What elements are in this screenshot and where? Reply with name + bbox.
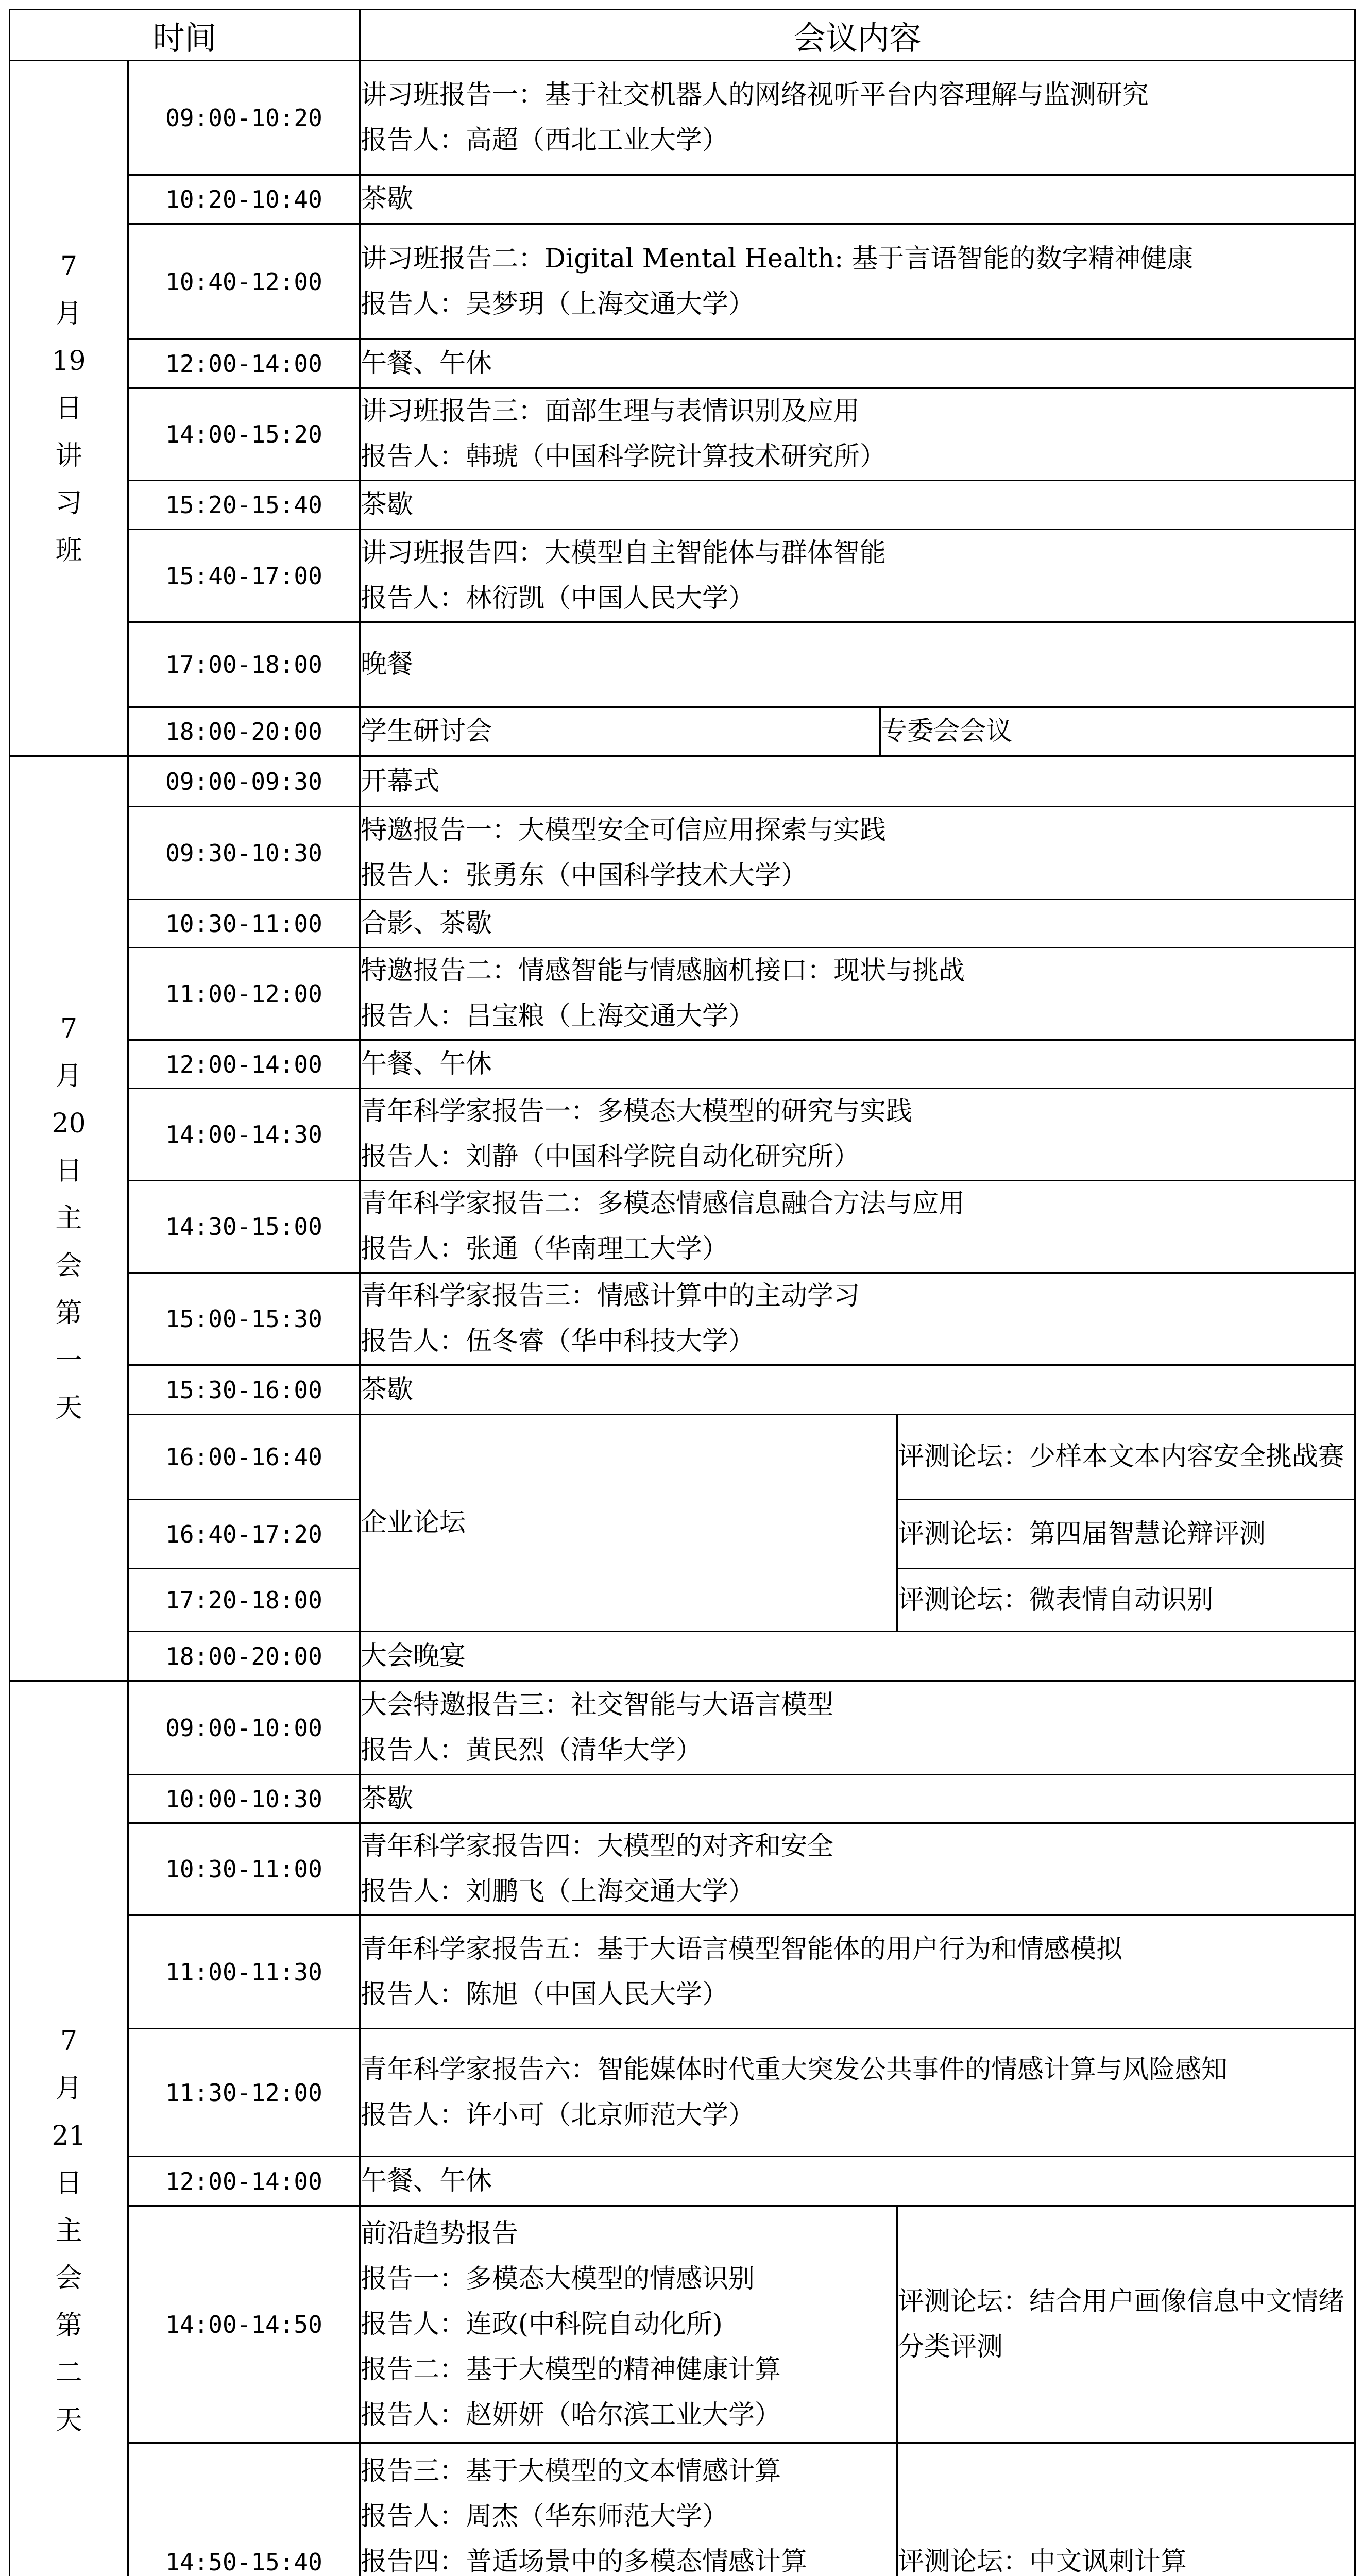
evaluation-forum-cell: 评测论坛：第四届智慧论辩评测	[897, 1500, 1355, 1569]
evaluation-forum-cell	[897, 1415, 1355, 1500]
day-label-char: 主	[55, 1203, 82, 1234]
session-cell	[360, 1273, 1355, 1365]
text-line: 报告人：吴梦玥（上海交通大学）	[361, 289, 755, 319]
text-line: 报告人：周杰（华东师范大学）	[361, 2501, 729, 2532]
evaluation-forum-cell: 评测论坛：微表情自动识别	[897, 1569, 1355, 1632]
session-cell	[360, 707, 880, 756]
day-label-char: 7	[60, 1013, 78, 1044]
session-cell	[360, 175, 1355, 224]
text-line: 午餐、午休	[361, 2165, 492, 2196]
session-cell	[360, 1089, 1355, 1181]
table-row	[10, 2443, 1355, 2576]
committee-meeting-cell: 专委会会议	[880, 707, 1355, 756]
session-cell	[360, 530, 1355, 622]
text-line: 报告四：普适场景中的多模态情感计算	[361, 2546, 808, 2576]
text-line: 茶歇	[361, 1374, 414, 1405]
table-row	[10, 2157, 1355, 2206]
enterprise-forum-cell	[360, 1415, 897, 1632]
session-cell	[360, 807, 1355, 900]
text-line: 青年科学家报告三：情感计算中的主动学习	[361, 1281, 860, 1311]
text-line: 茶歇	[361, 1783, 414, 1814]
session-cell	[360, 756, 1355, 807]
table-row	[10, 175, 1355, 224]
text-line: 青年科学家报告二：多模态情感信息融合方法与应用	[361, 1189, 965, 1219]
session-cell	[360, 1916, 1355, 2029]
text-line: 情绪分类评测	[898, 2286, 1345, 2362]
session-cell	[360, 1823, 1355, 1916]
session-cell	[360, 388, 1355, 481]
session-cell	[360, 900, 1355, 948]
day-label-char: 班	[55, 535, 82, 566]
time-cell: 09:00-09:30	[128, 756, 360, 807]
day-label-char: 7	[60, 250, 78, 282]
table-row	[10, 224, 1355, 340]
day-label-char: 天	[55, 2405, 82, 2436]
session-cell	[360, 1632, 1355, 1681]
text-line: 前沿趋势报告	[361, 2218, 519, 2249]
time-cell: 12:00-14:00	[128, 2157, 360, 2206]
text-line: 晚餐	[361, 649, 414, 680]
text-line: 开幕式	[361, 766, 440, 796]
time-cell: 11:00-12:00	[128, 948, 360, 1040]
session-cell	[360, 1681, 1355, 1775]
time-cell: 16:00-16:40	[128, 1415, 360, 1500]
session-cell	[360, 224, 1355, 340]
day-label-char: 习	[55, 487, 82, 519]
time-cell: 10:30-11:00	[128, 1823, 360, 1916]
time-cell: 10:30-11:00	[128, 900, 360, 948]
frontier-trends-cell	[360, 2206, 897, 2443]
table-row	[10, 481, 1355, 530]
table-row	[10, 2029, 1355, 2157]
text-line: 合影、茶歇	[361, 908, 492, 939]
text-line: 青年科学家报告五：基于大语言模型智能体的用户行为和情感模拟	[361, 1934, 1123, 1964]
schedule-table-wrapper	[9, 9, 1356, 2576]
text-line: 讲习班报告一：基于社交机器人的网络视听平台内容理解与监测研究	[361, 79, 1149, 110]
text-line: 报告人：吕宝粮（上海交通大学）	[361, 1001, 755, 1031]
day-label-char: 天	[55, 1393, 82, 1423]
day-label-char: 二	[55, 2358, 82, 2388]
text-line: 报告一：多模态大模型的情感识别	[361, 2263, 755, 2294]
time-cell: 16:40-17:20	[128, 1500, 360, 1569]
text-line: 报告二：基于大模型的精神健康计算	[361, 2354, 781, 2385]
day-label-char: 月	[55, 2073, 82, 2104]
time-cell: 11:00-11:30	[128, 1916, 360, 2029]
text-line: 午餐、午休	[361, 1048, 492, 1079]
table-row	[10, 1415, 1355, 1500]
time-cell: 10:00-10:30	[128, 1775, 360, 1823]
time-cell: 11:30-12:00	[128, 2029, 360, 2157]
text-line: 评测论坛：结合用户画像信息中文	[898, 2286, 1292, 2317]
table-row	[10, 1089, 1355, 1181]
day-label-char: 主	[55, 2215, 82, 2246]
text-line: 青年科学家报告四：大模型的对齐和安全	[361, 1831, 834, 1861]
text-line: 大会晚宴	[361, 1640, 466, 1671]
text-line: 讲习班报告三：面部生理与表情识别及应用	[361, 396, 860, 427]
time-cell: 12:00-14:00	[128, 1040, 360, 1089]
session-cell	[360, 340, 1355, 388]
table-row	[10, 340, 1355, 388]
text-line: 学生研讨会	[361, 716, 492, 747]
table-row	[10, 1181, 1355, 1273]
table-row	[10, 1365, 1355, 1415]
time-cell: 14:00-14:30	[128, 1089, 360, 1181]
text-line: 茶歇	[361, 184, 414, 214]
session-cell	[360, 1365, 1355, 1415]
text-line: 大会特邀报告三：社交智能与大语言模型	[361, 1689, 834, 1720]
table-row	[10, 1632, 1355, 1681]
time-cell: 18:00-20:00	[128, 707, 360, 756]
table-row	[10, 1916, 1355, 2029]
time-cell: 18:00-20:00	[128, 1632, 360, 1681]
day-label-char: 7	[60, 2026, 78, 2057]
text-line: 报告人：韩琥（中国科学院计算技术研究所）	[361, 442, 887, 472]
table-row	[10, 1040, 1355, 1089]
table-row	[10, 807, 1355, 900]
table-row	[10, 707, 1355, 756]
day-label-char: 日	[55, 1156, 82, 1187]
table-row	[10, 61, 1355, 175]
time-cell: 10:20-10:40	[128, 175, 360, 224]
time-cell: 14:00-14:50	[128, 2206, 360, 2443]
text-line: 茶歇	[361, 489, 414, 520]
text-line: 午餐、午休	[361, 348, 492, 379]
day-label-jul21	[10, 1681, 128, 2576]
time-column-header: 时间	[10, 10, 360, 61]
header-row	[10, 10, 1355, 61]
time-cell: 14:30-15:00	[128, 1181, 360, 1273]
text-line: 报告人：伍冬睿（华中科技大学）	[361, 1326, 755, 1357]
text-line: 报告人：高超（西北工业大学）	[361, 125, 729, 156]
time-cell: 09:00-10:20	[128, 61, 360, 175]
time-cell: 15:00-15:30	[128, 1273, 360, 1365]
text-line: 报告人：连政(中科院自动化所)	[361, 2309, 723, 2340]
text-line: 报告人：许小可（北京师范大学）	[361, 2099, 755, 2130]
text-line: 报告人：张勇东（中国科学技术大学）	[361, 860, 808, 891]
text-line: 报告人：刘静（中国科学院自动化研究所）	[361, 1142, 860, 1172]
text-line: 青年科学家报告一：多模态大模型的研究与实践	[361, 1096, 913, 1127]
session-cell	[360, 948, 1355, 1040]
text-line: 企业论坛	[361, 1507, 466, 1538]
table-row	[10, 948, 1355, 1040]
table-row	[10, 1273, 1355, 1365]
time-cell: 15:20-15:40	[128, 481, 360, 530]
table-row	[10, 756, 1355, 807]
day-label-char: 日	[55, 393, 82, 424]
day-label-jul20	[10, 756, 128, 1681]
session-cell	[360, 1040, 1355, 1089]
time-cell: 15:40-17:00	[128, 530, 360, 622]
evaluation-forum-cell	[897, 2206, 1355, 2443]
text-line: 讲习班报告二：Digital Mental Health: 基于言语智能的数字精神健康	[361, 243, 1194, 274]
day-label-char: 19	[52, 345, 86, 377]
table-row	[10, 1681, 1355, 1775]
text-line: 报告人：林衍凯（中国人民大学）	[361, 583, 755, 614]
time-cell: 09:30-10:30	[128, 807, 360, 900]
text-line: 特邀报告二：情感智能与情感脑机接口：现状与挑战	[361, 956, 965, 986]
day-label-char: 日	[55, 2168, 82, 2199]
text-line: 特邀报告一：大模型安全可信应用探索与实践	[361, 815, 887, 845]
table-row	[10, 1823, 1355, 1916]
text-line: 报告人：陈旭（中国人民大学）	[361, 1979, 729, 2010]
day-label-char: 会	[55, 2263, 82, 2294]
time-cell: 09:00-10:00	[128, 1681, 360, 1775]
session-cell	[360, 2157, 1355, 2206]
table-row	[10, 1775, 1355, 1823]
text-line: 报告三：基于大模型的文本情感计算	[361, 2455, 781, 2486]
session-cell	[360, 1775, 1355, 1823]
schedule-table	[9, 9, 1356, 2576]
text-line: 报告人：张通（华南理工大学）	[361, 1234, 729, 1264]
time-cell: 14:50-15:40	[128, 2443, 360, 2576]
day-label-char: 第	[55, 1298, 82, 1329]
table-row	[10, 622, 1355, 707]
text-line: 讲习班报告四：大模型自主智能体与群体智能	[361, 537, 887, 568]
day-label-char: 月	[55, 1061, 82, 1092]
text-line: 青年科学家报告六：智能媒体时代重大突发公共事件的情感计算与风险感知	[361, 2054, 1228, 2085]
day-label-jul19	[10, 61, 128, 756]
time-cell: 17:00-18:00	[128, 622, 360, 707]
session-cell	[360, 622, 1355, 707]
text-line: 报告人：刘鹏飞（上海交通大学）	[361, 1876, 755, 1907]
content-column-header: 会议内容	[360, 10, 1355, 61]
frontier-trends-cell	[360, 2443, 897, 2576]
time-cell: 15:30-16:00	[128, 1365, 360, 1415]
day-label-char: 20	[52, 1108, 86, 1139]
day-label-char: 第	[55, 2310, 82, 2341]
table-row	[10, 388, 1355, 481]
text-line: 战赛	[1292, 1442, 1345, 1472]
time-cell: 17:20-18:00	[128, 1569, 360, 1632]
evaluation-forum-cell: 评测论坛：中文讽刺计算	[897, 2443, 1355, 2576]
time-cell: 10:40-12:00	[128, 224, 360, 340]
text-line: 评测论坛：少样本文本内容安全挑	[898, 1442, 1292, 1472]
day-label-char: 会	[55, 1250, 82, 1281]
table-row	[10, 900, 1355, 948]
text-line: 报告人：黄民烈（清华大学）	[361, 1735, 703, 1766]
day-label-char: 讲	[55, 440, 82, 471]
text-line: 报告人：赵妍妍（哈尔滨工业大学）	[361, 2399, 781, 2430]
day-label-char: 月	[55, 298, 82, 329]
session-cell	[360, 1181, 1355, 1273]
day-label-char: 一	[55, 1345, 82, 1376]
time-cell: 14:00-15:20	[128, 388, 360, 481]
session-cell	[360, 61, 1355, 175]
day-label-char: 21	[52, 2121, 86, 2151]
time-cell: 12:00-14:00	[128, 340, 360, 388]
table-row	[10, 530, 1355, 622]
table-row	[10, 2206, 1355, 2443]
session-cell	[360, 481, 1355, 530]
session-cell	[360, 2029, 1355, 2157]
